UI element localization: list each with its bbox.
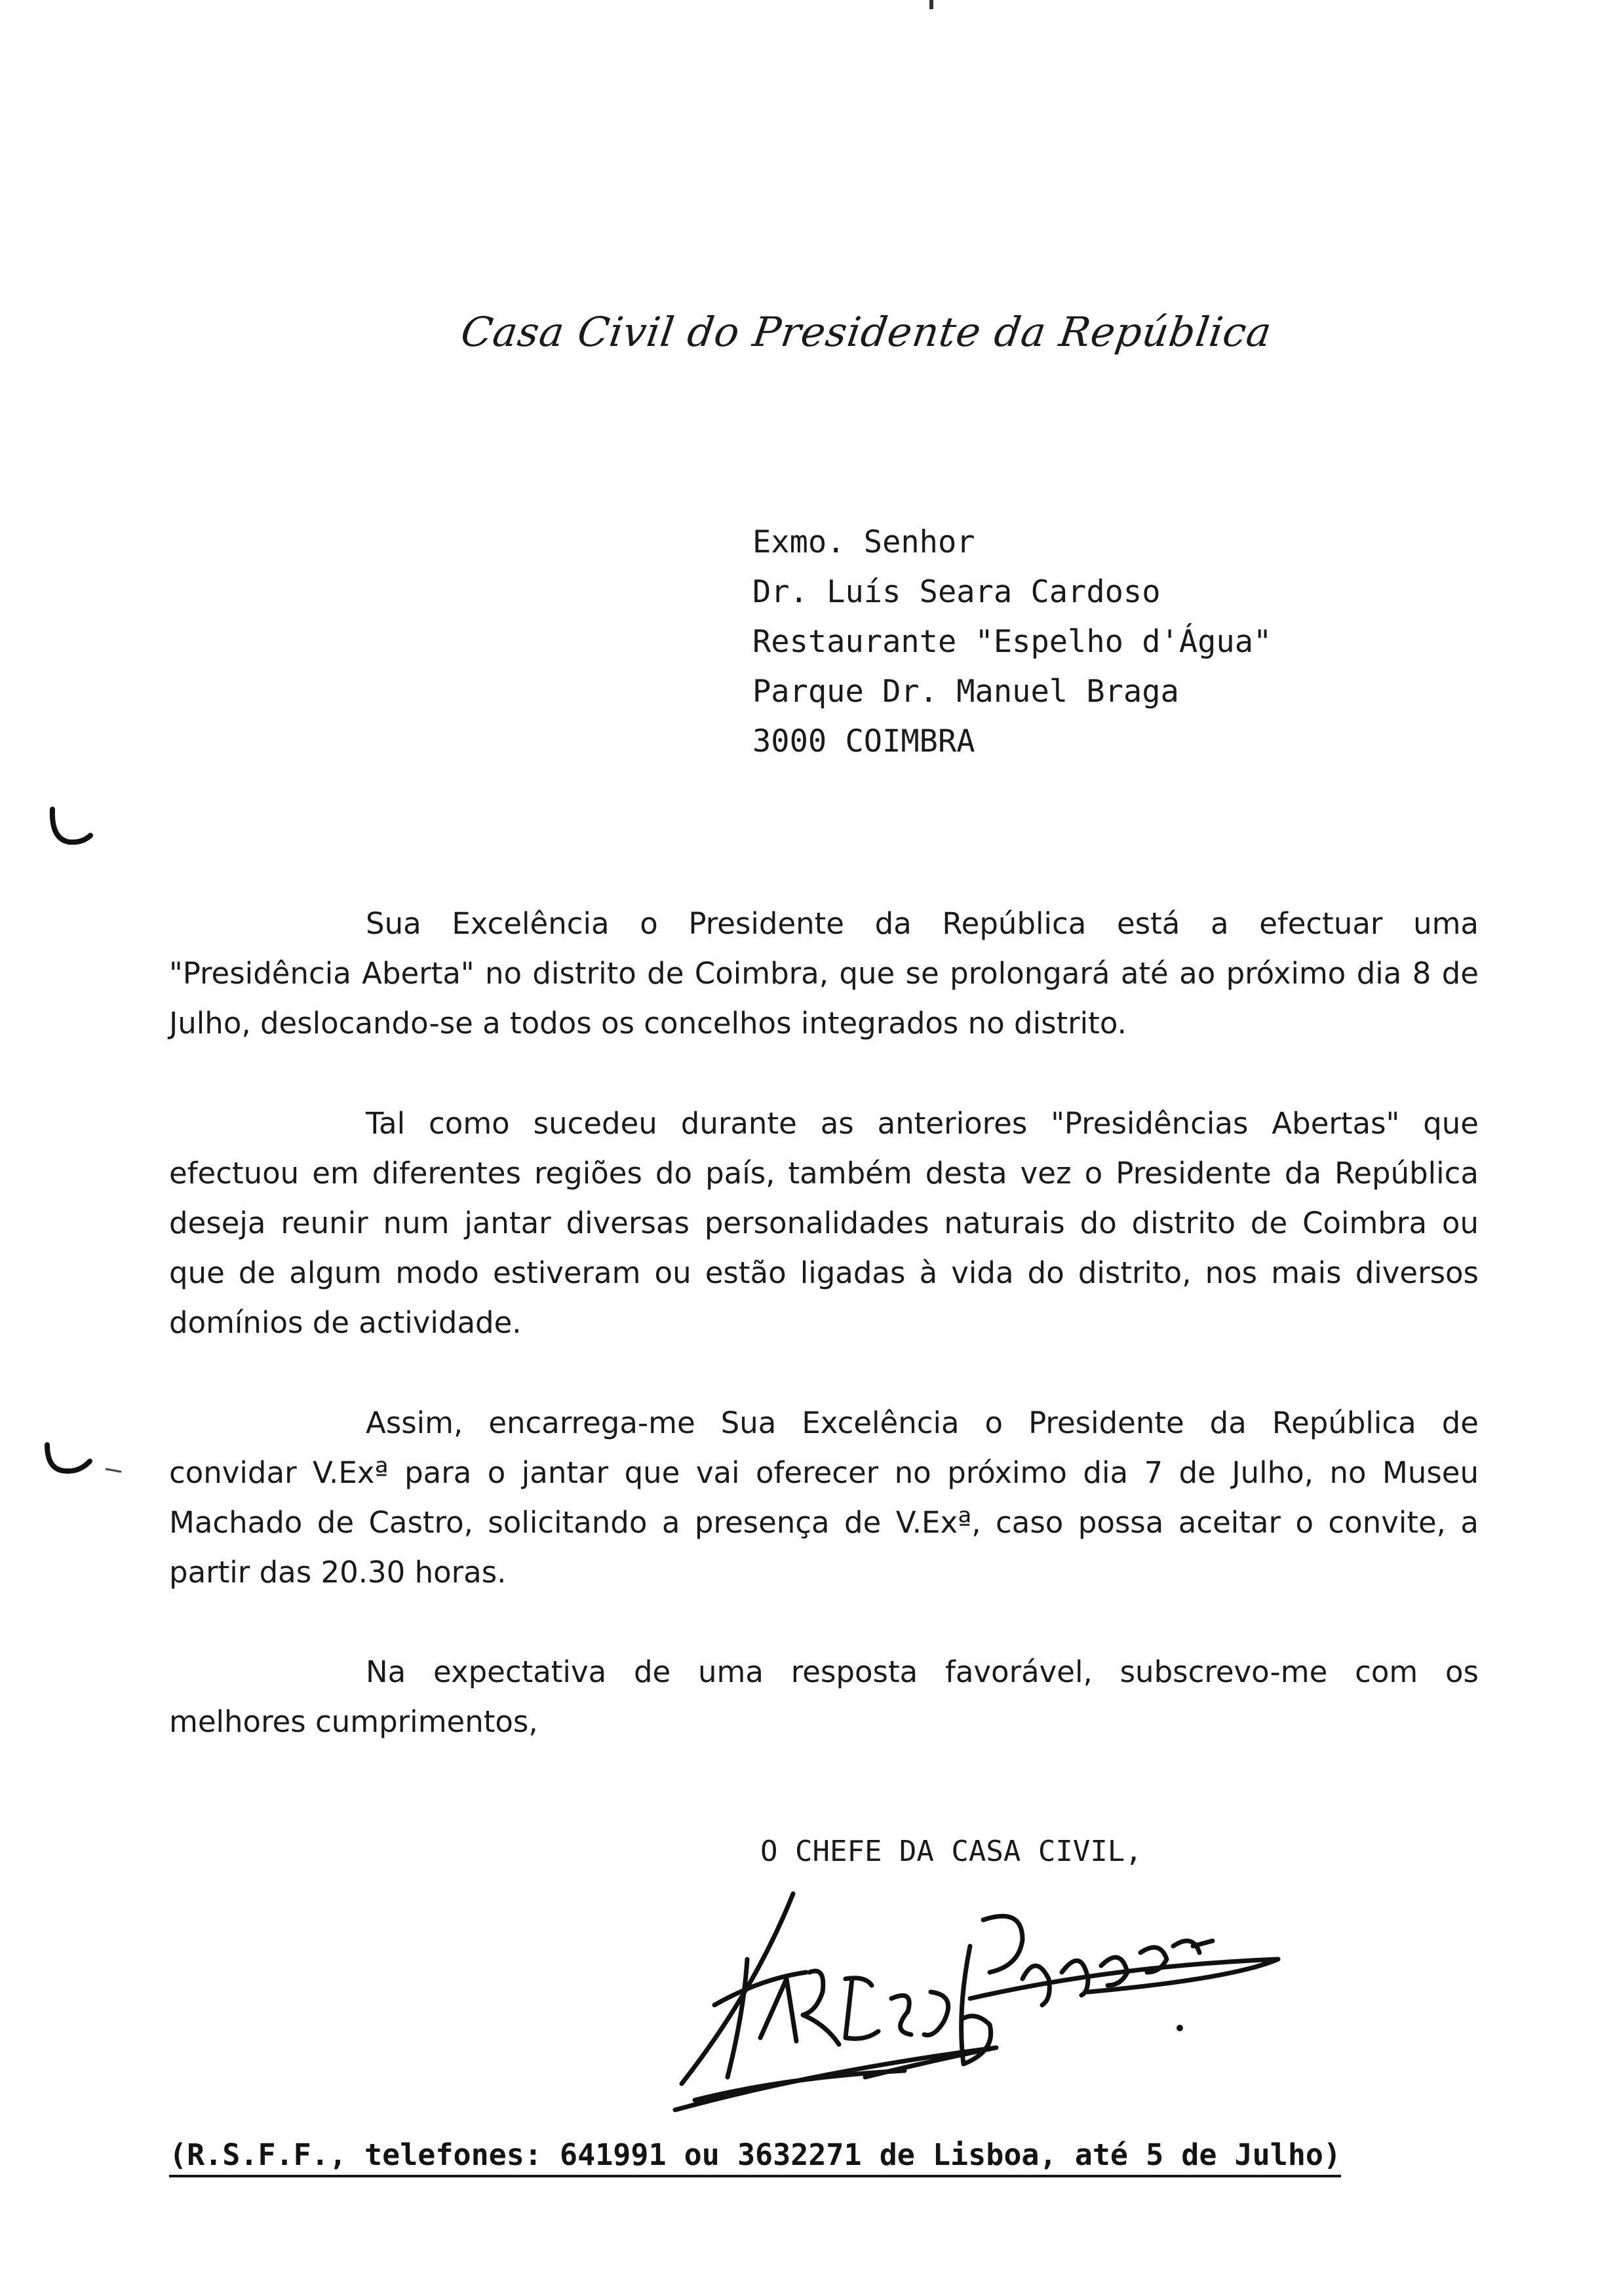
recipient-city: 3000 COIMBRA	[752, 723, 975, 759]
letterhead-title: Casa Civil do Presidente da República	[457, 308, 1275, 356]
body-paragraph: Sua Excelência o Presidente da República está a efectuar uma "Presidência Aberta" no distrito de Coimbra, que se prolongará até ao próximo dia 8 de Julho, deslocando-se a todos os concelhos integrados no distrito.	[169, 906, 1479, 1041]
body-paragraph: Na expectativa de uma resposta favorável, subscrevo-me com os melhores cumprimentos,	[169, 1655, 1479, 1739]
recipient-name: Dr. Luís Seara Cardoso	[752, 574, 1161, 610]
signatory-title: O CHEFE DA CASA CIVIL,	[760, 1835, 1142, 1868]
recipient-salutation: Exmo. Senhor	[752, 524, 975, 560]
recipient-address-block	[752, 518, 1272, 767]
handwritten-signature	[655, 1881, 1298, 2130]
body-paragraph: Assim, encarrega-me Sua Excelência o Presidente da República de convidar V.Exª para o jantar que vai oferecer no próximo dia 7 de Julho, no Museu Machado de Castro, solicitando a presença de V.Exª, caso possa aceitar o convite, a partir das 20.30 horas.	[169, 1406, 1479, 1590]
scan-speck	[929, 0, 933, 9]
recipient-street: Parque Dr. Manuel Braga	[752, 674, 1179, 710]
body-paragraph: Tal como sucedeu durante as anteriores "Presidências Abertas" que efectuou em diferentes regiões do país, também desta vez o Presidente da República deseja reunir num jantar diversas personalidades naturais do distrito de Coimbra ou que de algum modo estiveram ou estão ligadas à vida do distrito, nos mais diversos domínios de actividade.	[169, 1106, 1479, 1340]
recipient-company: Restaurante "Espelho d'Água"	[752, 624, 1272, 660]
footer-note: (R.S.F.F., telefones: 641991 ou 3632271 de Lisboa, até 5 de Julho)	[169, 2137, 1341, 2177]
margin-mark-icon	[41, 1435, 132, 1487]
margin-mark-icon	[46, 806, 98, 852]
